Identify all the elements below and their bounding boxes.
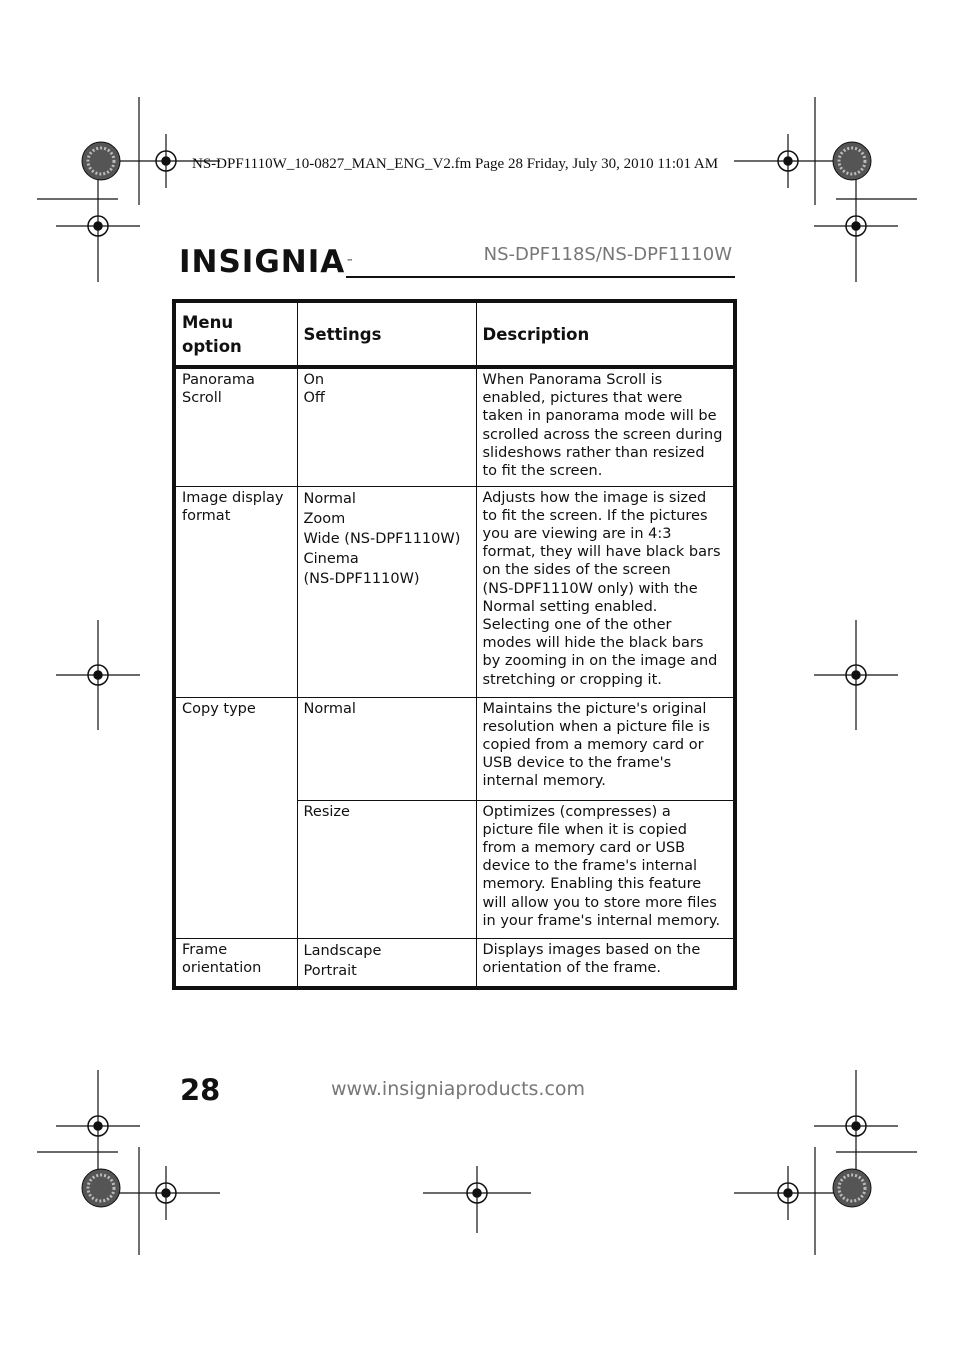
header-description xyxy=(476,301,735,367)
description-text: Optimizes (compresses) a xyxy=(482,803,671,820)
description-text: from a memory card or USB xyxy=(482,839,686,856)
description-text: Maintains the picture's original xyxy=(482,700,707,717)
description-text: to fit the screen. If the pictures xyxy=(482,507,708,524)
description-text: stretching or cropping it. xyxy=(482,671,662,688)
description-text: scrolled across the screen during xyxy=(482,426,723,443)
option-cell xyxy=(174,697,297,938)
setting-text: Resize xyxy=(303,803,350,820)
option-text: format xyxy=(182,507,231,524)
description-text: modes will hide the black bars xyxy=(482,635,704,652)
header-settings xyxy=(297,301,476,367)
setting-text: On xyxy=(303,372,325,388)
setting-text: Cinema xyxy=(303,550,359,567)
description-text: memory. Enabling this feature xyxy=(482,876,702,893)
description-text: enabled, pictures that were xyxy=(482,390,683,407)
page-number: 28 xyxy=(180,1073,221,1107)
settings-cell xyxy=(297,367,476,486)
description-text: picture file when it is copied xyxy=(482,821,687,838)
description-text: will allow you to store more files xyxy=(482,894,717,911)
header-menu-option-label: Menu option xyxy=(182,313,242,356)
description-text: USB device to the frame's xyxy=(482,755,672,772)
description-text: (NS-DPF1110W only) with the xyxy=(482,580,698,597)
settings-cell xyxy=(297,800,476,938)
option-text: Copy type xyxy=(182,700,256,717)
settings-cell xyxy=(297,697,476,800)
description-text: you are viewing are in 4:3 xyxy=(482,525,672,542)
menu-options-table xyxy=(172,299,737,990)
description-text: on the sides of the screen xyxy=(482,562,671,579)
description-text: internal memory. xyxy=(482,773,606,790)
setting-text: Landscape xyxy=(303,942,382,959)
setting-text: Normal xyxy=(303,490,356,507)
table-row xyxy=(174,697,735,800)
table-row xyxy=(174,486,735,697)
setting-text: Portrait xyxy=(303,962,357,979)
description-text: to fit the screen. xyxy=(482,463,603,480)
option-cell xyxy=(174,486,297,697)
table-row xyxy=(174,938,735,988)
option-text: orientation xyxy=(182,959,262,976)
description-text: resolution when a picture file is xyxy=(482,718,710,735)
option-text: Panorama xyxy=(182,372,255,388)
logo-text: INSIGNIA xyxy=(179,244,346,280)
description-cell xyxy=(476,800,735,938)
option-text: Scroll xyxy=(182,390,222,407)
description-cell xyxy=(476,938,735,988)
setting-text: Normal xyxy=(303,700,356,717)
model-number: NS-DPF118S/NS-DPF1110W xyxy=(483,244,732,265)
setting-text: Wide (NS-DPF1110W) xyxy=(303,530,461,547)
file-slug: NS-DPF1110W_10-0827_MAN_ENG_V2.fm Page 28 Friday, July 30, 2010 11:01 AM xyxy=(192,156,719,172)
description-text: When Panorama Scroll is xyxy=(482,372,663,388)
description-text: slideshows rather than resized xyxy=(482,444,705,461)
description-text: format, they will have black bars xyxy=(482,544,721,561)
description-text: Normal setting enabled. xyxy=(482,598,658,615)
option-text: Frame xyxy=(182,941,228,958)
option-text: Image display xyxy=(182,489,284,506)
option-cell xyxy=(174,367,297,486)
description-text: device to the frame's internal xyxy=(482,858,698,875)
header-description-label: Description xyxy=(482,325,590,344)
table-header-row xyxy=(174,301,735,367)
settings-cell xyxy=(297,938,476,988)
description-text: copied from a memory card or xyxy=(482,736,704,753)
setting-text: (NS-DPF1110W) xyxy=(303,570,420,587)
table-row xyxy=(174,367,735,486)
option-cell xyxy=(174,938,297,988)
description-text: in your frame's internal memory. xyxy=(482,912,721,929)
description-text: Selecting one of the other xyxy=(482,616,672,633)
website-url: www.insigniaproducts.com xyxy=(331,1078,586,1100)
logo-trademark: ™ xyxy=(346,258,354,266)
header-menu-option xyxy=(174,301,297,367)
description-text: Displays images based on the xyxy=(482,941,701,958)
description-text: Adjusts how the image is sized xyxy=(482,489,707,506)
description-text: orientation of the frame. xyxy=(482,959,662,976)
setting-text: Off xyxy=(303,390,325,407)
setting-text: Zoom xyxy=(303,510,346,527)
header-rule xyxy=(346,276,735,278)
description-text: by zooming in on the image and xyxy=(482,653,718,670)
description-cell xyxy=(476,367,735,486)
settings-cell xyxy=(297,486,476,697)
description-cell xyxy=(476,697,735,800)
description-text: taken in panorama mode will be xyxy=(482,408,717,425)
insignia-logo xyxy=(179,244,353,280)
header-settings-label: Settings xyxy=(303,325,382,344)
description-cell xyxy=(476,486,735,697)
